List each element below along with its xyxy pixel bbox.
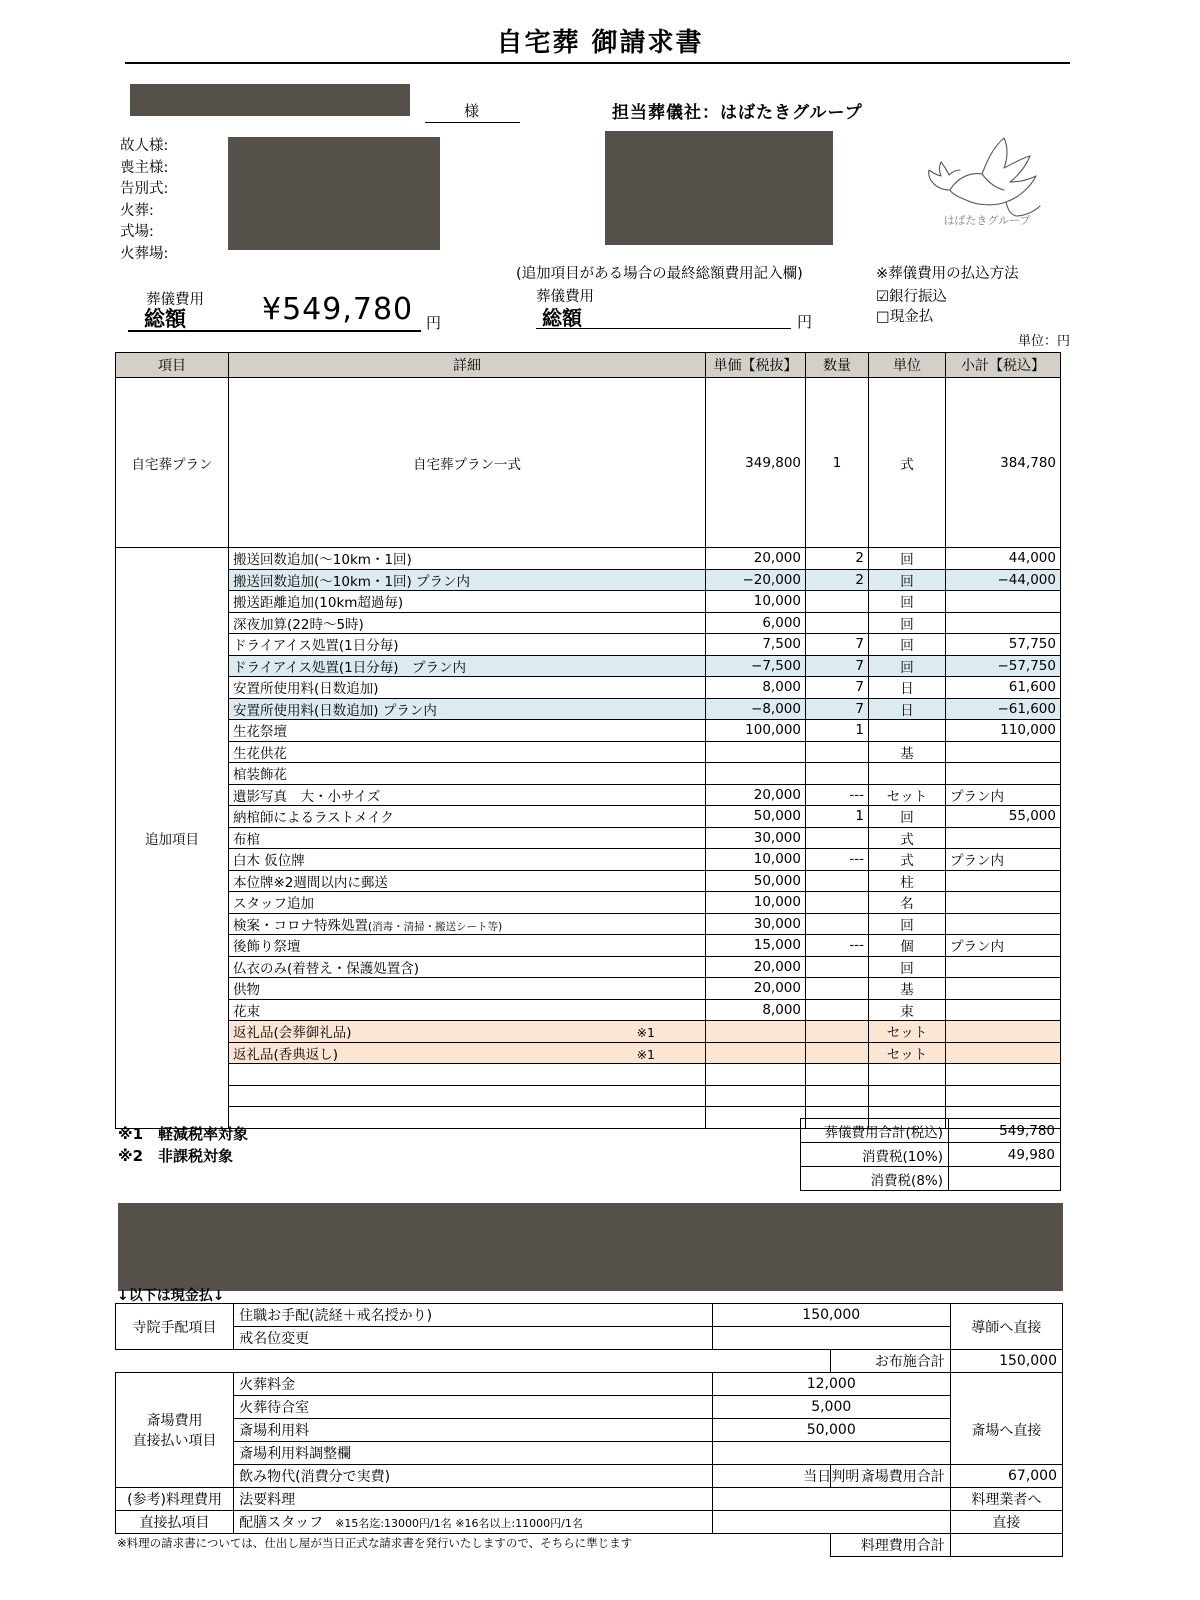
table-row (116, 591, 1061, 613)
recipient-underline (425, 122, 520, 123)
row-detail (229, 548, 706, 570)
row-detail-label: 生花祭壇 (233, 724, 287, 741)
cash-payment-heading: ↓以下は現金払↓ (117, 1288, 225, 1304)
table-row (116, 1373, 1063, 1396)
temple-destination: 導師へ直接 (950, 1304, 1062, 1350)
row-unit-price: 8,000 (706, 677, 806, 699)
total-yen-unit: 円 (426, 314, 442, 332)
title-divider (125, 62, 1070, 64)
table-row (116, 827, 1061, 849)
plan-detail: 自宅葬プラン一式 (229, 378, 706, 548)
label-cremation: 火葬: (120, 202, 154, 219)
row-quantity (806, 892, 869, 914)
temple-category: 寺院手配項目 (116, 1304, 234, 1350)
row-detail-label: ドライアイス処置(1日分毎) プラン内 (233, 659, 466, 676)
row-subtotal: プラン内 (946, 784, 1061, 806)
row-unit: 回 (869, 569, 946, 591)
itemized-cost-table (115, 352, 1061, 1129)
header-item: 項目 (116, 353, 229, 378)
row-unit: セット (869, 1021, 946, 1043)
food-item-amount (712, 1488, 950, 1511)
row-detail-label: 白木 仮位牌 (233, 853, 305, 870)
row-unit: 回 (869, 591, 946, 613)
table-header-row (116, 353, 1061, 378)
row-quantity: --- (806, 935, 869, 957)
row-unit-price: 6,000 (706, 612, 806, 634)
row-detail-label: 本位牌※2週間以内に郵送 (233, 874, 388, 891)
row-detail-label: 棺装飾花 (233, 767, 287, 784)
row-subtotal (946, 741, 1061, 763)
table-row (115, 1350, 1063, 1373)
label-chief-mourner: 喪主様: (120, 159, 169, 176)
row-subtotal (946, 892, 1061, 914)
temple-total-row (115, 1349, 1063, 1373)
row-quantity: 1 (806, 720, 869, 742)
row-subtotal (946, 913, 1061, 935)
row-unit-price (706, 1107, 806, 1129)
row-subtotal (946, 827, 1061, 849)
footnote-reduced-tax: ※1 軽減税率対象 (118, 1125, 249, 1143)
food-destination-line1: 料理業者へ (950, 1488, 1062, 1511)
row-quantity (806, 999, 869, 1021)
row-detail-label: 返礼品(香典返し) (233, 1046, 339, 1063)
payment-option-cash[interactable]: □現金払 (876, 309, 934, 325)
table-row (116, 1511, 1063, 1534)
table-row (116, 870, 1061, 892)
row-unit: 束 (869, 999, 946, 1021)
table-row (801, 1143, 1061, 1167)
hall-item-name: 斎場利用料調整欄 (234, 1442, 713, 1465)
row-unit: 名 (869, 892, 946, 914)
row-quantity (806, 741, 869, 763)
temple-item-amount (712, 1327, 950, 1350)
label-deceased: 故人様: (120, 138, 169, 154)
food-destination-line2: 直接 (950, 1511, 1062, 1534)
spacer (115, 1350, 830, 1373)
row-detail (229, 569, 706, 591)
hall-item-name: 斎場利用料 (234, 1419, 713, 1442)
plan-subtotal: 384,780 (946, 378, 1061, 548)
table-row (116, 1396, 1063, 1419)
row-quantity: --- (806, 849, 869, 871)
totals-table (800, 1118, 1061, 1191)
row-detail-label: スタッフ追加 (233, 896, 314, 913)
row-quantity (806, 612, 869, 634)
additional-category: 追加項目 (116, 548, 229, 1129)
row-unit-price: 15,000 (706, 935, 806, 957)
row-detail (229, 741, 706, 763)
table-row (116, 784, 1061, 806)
row-subtotal: 57,750 (946, 634, 1061, 656)
table-row (116, 1327, 1063, 1350)
row-quantity (806, 870, 869, 892)
row-unit: セット (869, 1042, 946, 1064)
row-unit: 回 (869, 548, 946, 570)
row-unit-price (706, 763, 806, 785)
row-detail (229, 956, 706, 978)
total-underline (128, 330, 421, 332)
total-row-label: 消費税(8%) (801, 1167, 949, 1191)
row-detail (229, 720, 706, 742)
row-detail (229, 698, 706, 720)
row-quantity (806, 763, 869, 785)
recipient-honorific: 様 (464, 102, 480, 120)
table-row (116, 634, 1061, 656)
row-detail-label: 仏衣のみ(着替え・保護処置含) (233, 960, 420, 977)
row-subtotal (946, 956, 1061, 978)
row-detail (229, 1064, 706, 1086)
row-unit: 回 (869, 806, 946, 828)
hall-destination: 斎場へ直接 (950, 1373, 1062, 1488)
row-detail-label: 納棺師によるラストメイク (233, 810, 394, 827)
table-row (116, 1064, 1061, 1086)
row-subtotal: プラン内 (946, 935, 1061, 957)
table-row (116, 741, 1061, 763)
row-subtotal: 61,600 (946, 677, 1061, 699)
row-subtotal (946, 1085, 1061, 1107)
hall-item-amount: 当日判明 (712, 1465, 950, 1488)
final-total-writein-line[interactable] (536, 328, 791, 329)
row-detail (229, 1042, 706, 1064)
row-subtotal: 44,000 (946, 548, 1061, 570)
hall-total-label: 斎場費用合計 (830, 1465, 950, 1488)
total-label: 総額 (144, 307, 186, 331)
row-unit-price: 10,000 (706, 892, 806, 914)
row-detail (229, 935, 706, 957)
hall-item-amount: 5,000 (712, 1396, 950, 1419)
row-detail-label: ドライアイス処置(1日分毎) (233, 638, 399, 655)
temple-total-value: 150,000 (950, 1350, 1062, 1373)
table-row (115, 1465, 1063, 1488)
food-total-value (950, 1534, 1062, 1557)
table-row (116, 698, 1061, 720)
row-detail-label: 搬送回数追加(〜10km・1回) (233, 552, 412, 569)
row-subtotal: 55,000 (946, 806, 1061, 828)
label-crematorium: 火葬場: (120, 245, 169, 262)
vendor-label: 担当葬儀社：はばたきグループ (612, 103, 863, 123)
row-unit-price (706, 1042, 806, 1064)
row-detail (229, 1021, 706, 1043)
table-row (801, 1167, 1061, 1191)
row-subtotal (946, 1064, 1061, 1086)
row-unit: 回 (869, 956, 946, 978)
row-detail (229, 634, 706, 656)
row-detail (229, 763, 706, 785)
plan-qty: 1 (806, 378, 869, 548)
row-subtotal (946, 978, 1061, 1000)
temple-arrangement-table (115, 1303, 1063, 1350)
row-quantity (806, 1021, 869, 1043)
row-subtotal: −57,750 (946, 655, 1061, 677)
row-subtotal (946, 999, 1061, 1021)
row-detail-label: 深夜加算(22時〜5時) (233, 616, 364, 633)
row-detail-label: 安置所使用料(日数追加) (233, 681, 379, 698)
final-total-note: (追加項目がある場合の最終総額費用記入欄) (516, 266, 803, 282)
row-quantity: --- (806, 784, 869, 806)
row-unit (869, 1085, 946, 1107)
row-quantity (806, 913, 869, 935)
row-unit-price: −7,500 (706, 655, 806, 677)
row-unit-price (706, 741, 806, 763)
hall-total-value: 67,000 (950, 1465, 1062, 1488)
row-unit-price: 20,000 (706, 784, 806, 806)
table-row (116, 1304, 1063, 1327)
row-detail (229, 1085, 706, 1107)
hall-item-name: 飲み物代(消費分で実費) (234, 1465, 713, 1488)
row-unit (869, 1064, 946, 1086)
table-row (116, 1085, 1061, 1107)
row-quantity: 7 (806, 698, 869, 720)
row-subtotal (946, 591, 1061, 613)
temple-item-name: 住職お手配(読経＋戒名授かり) (234, 1304, 713, 1327)
row-detail (229, 677, 706, 699)
row-quantity: 7 (806, 655, 869, 677)
table-row (116, 1442, 1063, 1465)
row-subtotal (946, 870, 1061, 892)
food-item-label: 配膳スタッフ (239, 1515, 324, 1531)
hall-item-amount: 12,000 (712, 1373, 950, 1396)
row-quantity: 2 (806, 569, 869, 591)
row-unit: 回 (869, 913, 946, 935)
header-unit: 単位 (869, 353, 946, 378)
row-quantity: 1 (806, 806, 869, 828)
logo-text: はばたきグループ (943, 214, 1031, 227)
row-subtotal (946, 1042, 1061, 1064)
row-unit-price: 10,000 (706, 849, 806, 871)
row-subtotal (946, 1021, 1061, 1043)
food-item-note: ※15名迄:13000円/1名 ※16名以上:11000円/1名 (335, 1517, 583, 1530)
row-detail-label: 布棺 (233, 831, 260, 848)
row-detail-label: 返礼品(会葬御礼品) (233, 1025, 352, 1042)
row-subtotal: −61,600 (946, 698, 1061, 720)
row-unit: 回 (869, 612, 946, 634)
row-unit-price: −8,000 (706, 698, 806, 720)
header-subtotal: 小計【税込】 (946, 353, 1061, 378)
row-quantity (806, 956, 869, 978)
table-row (116, 935, 1061, 957)
row-unit-price: 30,000 (706, 913, 806, 935)
row-detail (229, 827, 706, 849)
row-detail-label: 供物 (233, 982, 260, 999)
total-row-label: 消費税(10%) (801, 1143, 949, 1167)
hall-total-row (115, 1464, 1063, 1488)
row-detail-note: (消毒・清掃・搬送シート等) (368, 920, 503, 933)
row-detail-label: 検案・コロナ特殊処置 (233, 917, 368, 934)
row-unit-price: 7,500 (706, 634, 806, 656)
row-unit-price: 8,000 (706, 999, 806, 1021)
row-detail (229, 913, 706, 935)
row-detail-label: 花束 (233, 1003, 260, 1020)
row-detail (229, 892, 706, 914)
deceased-info-redacted (228, 137, 440, 250)
row-unit: 式 (869, 827, 946, 849)
food-category-line1: (参考)料理費用 (116, 1488, 234, 1511)
temple-item-name: 戒名位変更 (234, 1327, 713, 1350)
catering-reference-table (115, 1487, 1063, 1534)
table-row (116, 655, 1061, 677)
total-row-value (949, 1167, 1061, 1191)
plan-price: 349,800 (706, 378, 806, 548)
row-unit-price: 20,000 (706, 978, 806, 1000)
deceased-info-labels (120, 136, 168, 265)
row-quantity (806, 1042, 869, 1064)
table-row (801, 1119, 1061, 1143)
payment-method-title: ※葬儀費用の払込方法 (876, 266, 1019, 282)
table-row (116, 1042, 1061, 1064)
hall-category-line1: 斎場費用 (146, 1413, 203, 1429)
row-unit-price (706, 1085, 806, 1107)
row-quantity (806, 827, 869, 849)
row-tax-mark: ※1 (636, 1025, 655, 1041)
row-unit: 式 (869, 849, 946, 871)
row-unit-price: 10,000 (706, 591, 806, 613)
table-row (116, 548, 1061, 570)
food-category-line2: 直接払項目 (116, 1511, 234, 1534)
hall-category-line2: 直接払い項目 (132, 1433, 217, 1449)
row-unit-price: −20,000 (706, 569, 806, 591)
row-subtotal: −44,000 (946, 569, 1061, 591)
total-row-label: 葬儀費用合計(税込) (801, 1119, 949, 1143)
row-unit: 日 (869, 698, 946, 720)
table-row (116, 763, 1061, 785)
food-item-name: 法要料理 (234, 1488, 713, 1511)
row-unit-price: 20,000 (706, 548, 806, 570)
row-quantity (806, 978, 869, 1000)
row-unit: 回 (869, 655, 946, 677)
hall-item-name: 火葬料金 (234, 1373, 713, 1396)
row-detail (229, 849, 706, 871)
table-row (116, 720, 1061, 742)
table-row (116, 1419, 1063, 1442)
row-unit-price: 50,000 (706, 806, 806, 828)
row-detail (229, 806, 706, 828)
total-row-value: 549,780 (949, 1119, 1061, 1143)
plan-unit: 式 (869, 378, 946, 548)
row-detail-label: 搬送距離追加(10km超過毎) (233, 595, 404, 612)
final-total-label: 総額 (542, 306, 582, 330)
bank-details-redacted-bar (118, 1203, 1063, 1291)
label-farewell-ceremony: 告別式: (120, 181, 169, 197)
row-detail-label: 遺影写真 大・小サイズ (233, 788, 381, 805)
table-row (116, 612, 1061, 634)
row-unit-price: 50,000 (706, 870, 806, 892)
header-quantity: 数量 (806, 353, 869, 378)
table-row (116, 913, 1061, 935)
row-detail (229, 784, 706, 806)
table-row (116, 978, 1061, 1000)
table-row (116, 1021, 1061, 1043)
table-row (116, 849, 1061, 871)
row-unit-price: 20,000 (706, 956, 806, 978)
row-subtotal (946, 763, 1061, 785)
final-total-yen-unit: 円 (797, 313, 813, 331)
row-unit-price: 100,000 (706, 720, 806, 742)
total-row-value: 49,980 (949, 1143, 1061, 1167)
row-detail (229, 870, 706, 892)
table-row (116, 1488, 1063, 1511)
header-detail: 詳細 (229, 353, 706, 378)
row-detail-label: 搬送回数追加(〜10km・1回) プラン内 (233, 573, 471, 590)
habataki-dove-logo (912, 128, 1062, 228)
row-unit: 日 (869, 677, 946, 699)
total-fee-label: 葬儀費用 (146, 292, 204, 308)
temple-total-label: お布施合計 (830, 1350, 950, 1373)
row-detail-label: 後飾り祭壇 (233, 939, 301, 956)
food-total-label: 料理費用合計 (830, 1534, 950, 1557)
row-unit-price (706, 1064, 806, 1086)
row-subtotal: プラン内 (946, 849, 1061, 871)
row-unit: 柱 (869, 870, 946, 892)
row-quantity: 2 (806, 548, 869, 570)
row-unit: 回 (869, 634, 946, 656)
header-unit-price: 単価【税抜】 (706, 353, 806, 378)
payment-option-bank-transfer[interactable]: ☑銀行振込 (876, 289, 947, 305)
row-detail (229, 655, 706, 677)
row-detail (229, 978, 706, 1000)
footnote-tax-exempt: ※2 非課税対象 (118, 1147, 234, 1165)
row-unit: 基 (869, 741, 946, 763)
temple-item-amount: 150,000 (712, 1304, 950, 1327)
table-row (116, 677, 1061, 699)
hall-item-name: 火葬待合室 (234, 1396, 713, 1419)
row-quantity (806, 1085, 869, 1107)
row-unit-price (706, 1021, 806, 1043)
row-quantity: 7 (806, 677, 869, 699)
currency-unit-note: 単位：円 (1017, 334, 1070, 349)
row-quantity: 7 (806, 634, 869, 656)
row-subtotal: 110,000 (946, 720, 1061, 742)
hall-item-amount: 50,000 (712, 1419, 950, 1442)
table-row (116, 999, 1061, 1021)
table-row (116, 956, 1061, 978)
row-detail-label: 安置所使用料(日数追加) プラン内 (233, 702, 437, 719)
total-amount: ¥549,780 (262, 292, 414, 327)
table-row (116, 569, 1061, 591)
final-fee-label: 葬儀費用 (536, 289, 594, 305)
hall-item-amount (712, 1442, 950, 1465)
food-item-amount (712, 1511, 950, 1534)
food-item-name (234, 1511, 713, 1534)
spacer (115, 1465, 830, 1488)
row-quantity (806, 591, 869, 613)
vendor-details-redacted (605, 131, 833, 245)
row-subtotal (946, 612, 1061, 634)
row-unit (869, 763, 946, 785)
table-row (116, 806, 1061, 828)
catering-invoice-note: ※料理の請求書については、仕出し屋が当日正式な請求書を発行いたしますので、そちらに準じます (117, 1536, 633, 1550)
recipient-name-redacted (130, 84, 410, 116)
row-detail (229, 612, 706, 634)
row-detail (229, 1107, 706, 1129)
plan-category: 自宅葬プラン (116, 378, 229, 548)
label-venue: 式場: (120, 224, 154, 240)
row-unit: 基 (869, 978, 946, 1000)
row-unit: セット (869, 784, 946, 806)
row-detail (229, 999, 706, 1021)
row-unit-price: 30,000 (706, 827, 806, 849)
row-unit (869, 720, 946, 742)
row-quantity (806, 1064, 869, 1086)
table-row (116, 378, 1061, 548)
row-detail (229, 591, 706, 613)
row-tax-mark: ※1 (636, 1046, 655, 1062)
table-row (116, 892, 1061, 914)
row-unit: 個 (869, 935, 946, 957)
row-detail-label: 生花供花 (233, 745, 287, 762)
page-title: 自宅葬 御請求書 (496, 28, 704, 58)
